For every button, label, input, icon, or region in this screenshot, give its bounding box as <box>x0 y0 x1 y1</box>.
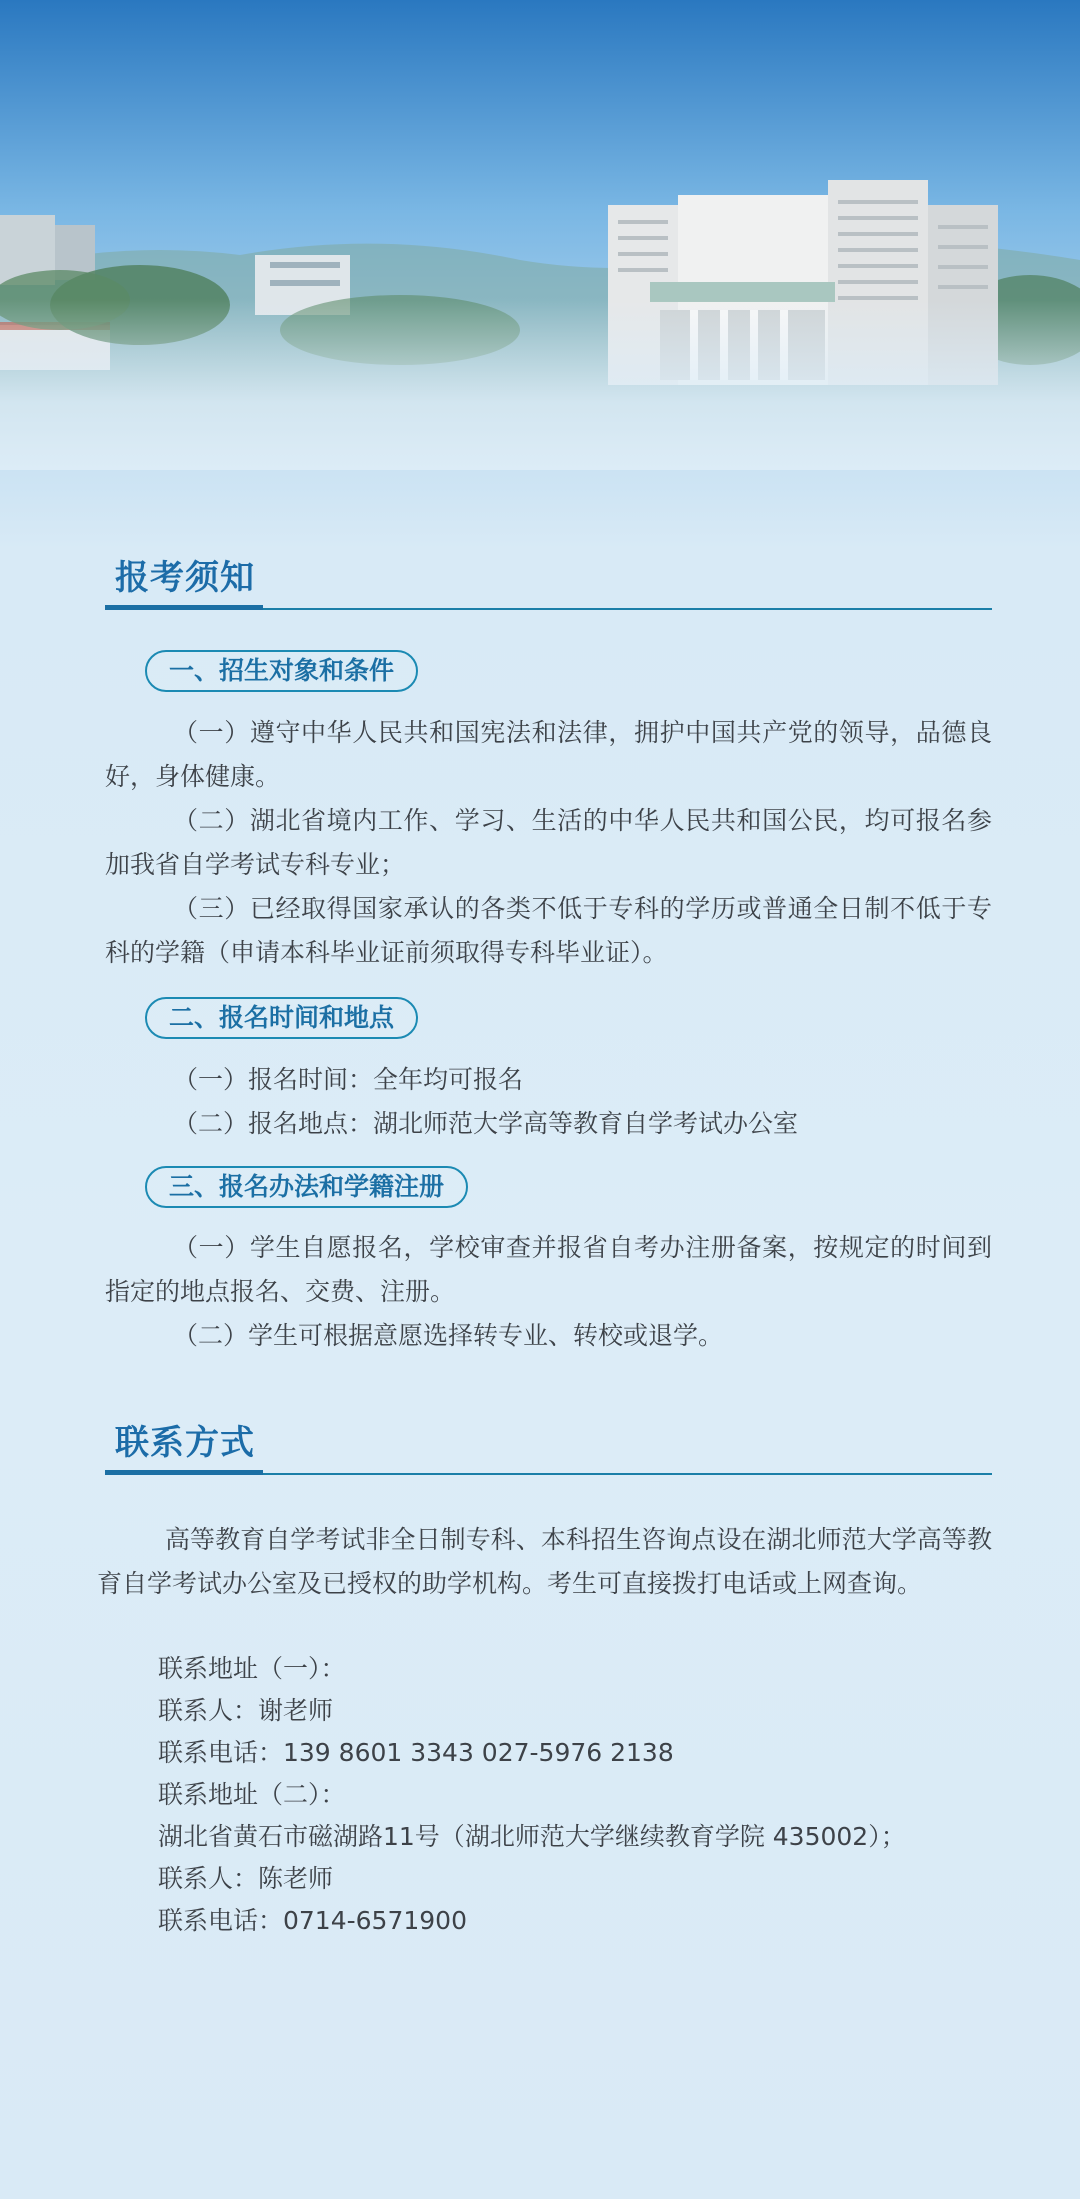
section-rule-accent <box>105 1470 263 1475</box>
contact-person-1: 联系人：谢老师 <box>158 1696 334 1725</box>
contact-person-2: 联系人：陈老师 <box>158 1864 334 1893</box>
notice-title: 报考须知 <box>115 558 255 598</box>
contact-address-1-label: 联系地址（一）： <box>158 1654 346 1683</box>
section-rule-accent <box>105 605 263 610</box>
paragraph-2-2: （二）报名地点：湖北师范大学高等教育自学考试办公室 <box>173 1109 799 1138</box>
paragraph-1-1: （一）遵守中华人民共和国宪法和法律，拥护中国共产党的领导，品德良好，身体健康。 <box>105 718 992 791</box>
subsection-pill-2: 二、报名时间和地点 <box>145 997 418 1039</box>
paragraph-3-1: （一）学生自愿报名，学校审查并报省自考办注册备案，按规定的时间到指定的地点报名、交费、注册。 <box>105 1233 992 1306</box>
paragraph-1-3: （三）已经取得国家承认的各类不低于专科的学历或普通全日制不低于专科的学籍（申请本科毕业证前须取得专科毕业证）。 <box>105 894 992 967</box>
contact-address-2-label: 联系地址（二）： <box>158 1780 346 1809</box>
contact-address-2: 湖北省黄石市磁湖路11号（湖北师范大学继续教育学院 435002）； <box>158 1822 906 1851</box>
paragraph-2-1: （一）报名时间：全年均可报名 <box>173 1065 524 1094</box>
campus-hero-image <box>0 0 1080 470</box>
subsection-pill-1: 一、招生对象和条件 <box>145 650 418 692</box>
contact-section-header <box>105 1415 992 1475</box>
notice-section-header <box>105 550 992 610</box>
contact-phone-1: 联系电话：139 8601 3343 027-5976 2138 <box>158 1738 674 1767</box>
subsection-pill-3: 三、报名办法和学籍注册 <box>145 1166 468 1208</box>
paragraph-1-2: （二）湖北省境内工作、学习、生活的中华人民共和国公民，均可报名参加我省自学考试专科专业； <box>105 806 992 879</box>
contact-title: 联系方式 <box>115 1423 255 1463</box>
hero-fade <box>0 300 1080 470</box>
contact-intro: 高等教育自学考试非全日制专科、本科招生咨询点设在湖北师范大学高等教育自学考试办公室及已授权的助学机构。考生可直接拨打电话或上网查询。 <box>97 1525 992 1598</box>
contact-phone-2: 联系电话：0714-6571900 <box>158 1906 467 1935</box>
paragraph-3-2: （二）学生可根据意愿选择转专业、转校或退学。 <box>173 1321 724 1350</box>
